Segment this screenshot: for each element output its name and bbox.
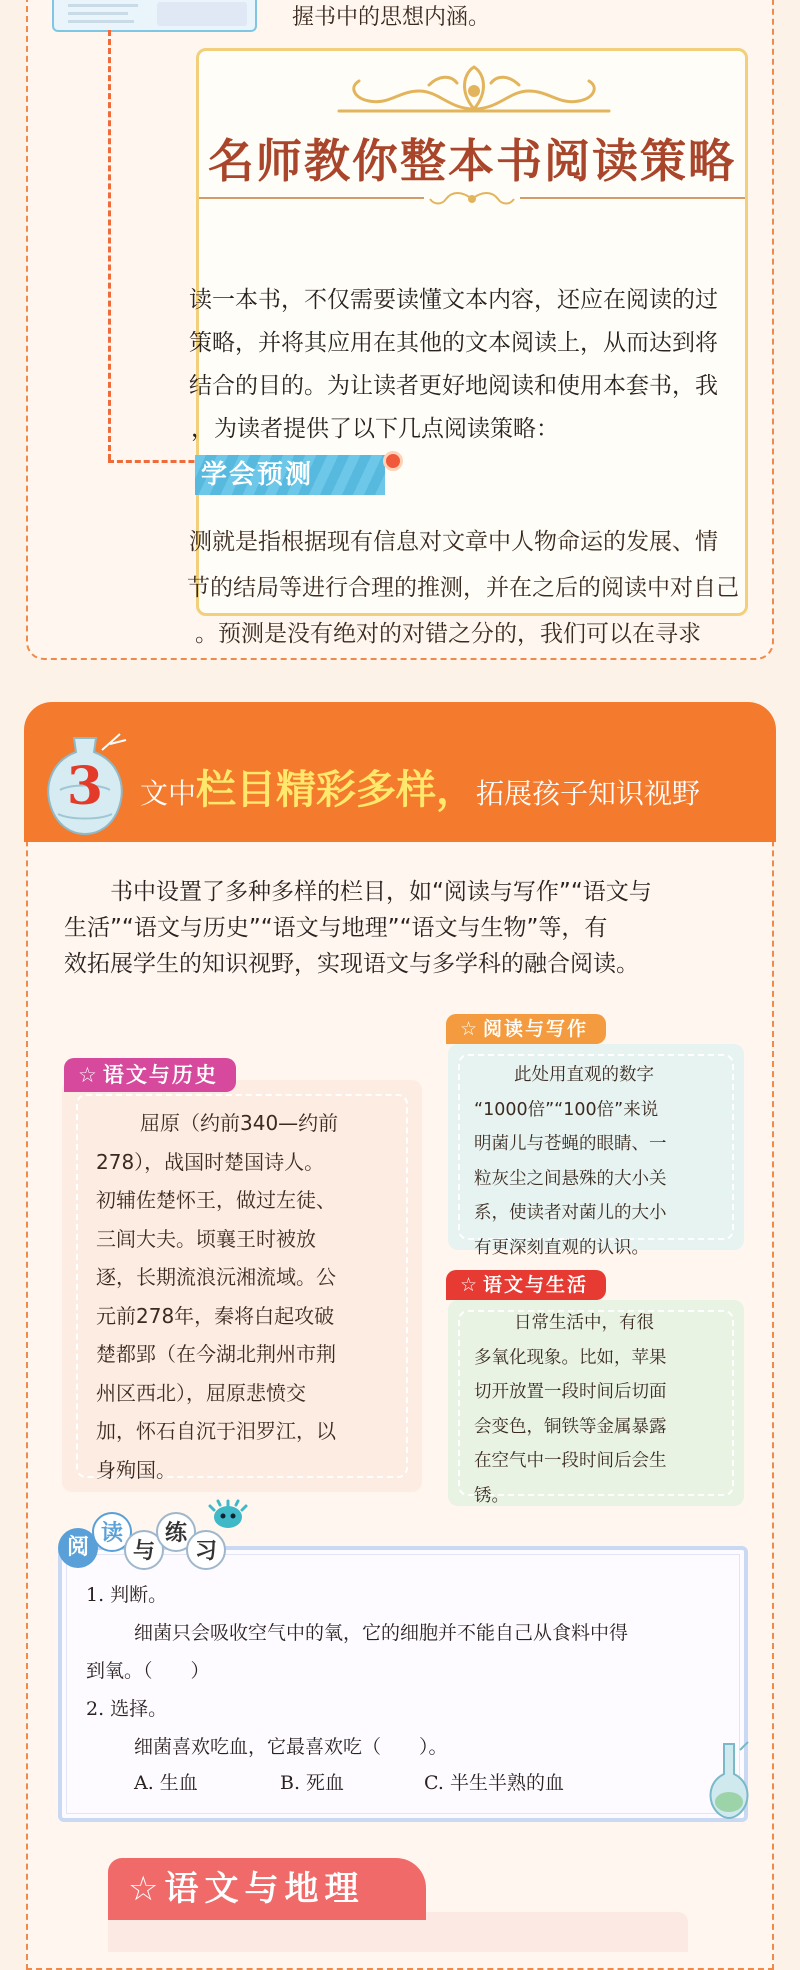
ornament-icon [424,187,520,211]
practice-badge-char: 读 [92,1512,132,1552]
practice-option-c: C. 半生半熟的血 [424,1772,564,1794]
practice-badge-char: 练 [156,1512,196,1552]
life-text: 日常生活中，有很 多氧化现象。比如，苹果 切开放置一段时间后切面 会变色，铜铁等金属暴露 在空气中一段时间后会生 锈。 [474,1313,667,1506]
ornament-icon [329,61,619,117]
germ-icon [208,1500,248,1532]
life-tag: ☆ 语文与生活 [446,1270,606,1300]
practice-badge-char: 与 [124,1530,164,1570]
flask-icon [706,1740,752,1820]
reading-tag: ☆ 阅读与写作 [446,1014,606,1044]
history-tag: ☆ 语文与历史 [64,1058,236,1092]
practice-q2-label: 2. 选择。 [86,1698,168,1720]
predict-subheading: 学会预测 [201,460,314,490]
practice-q1-text: 细菌只会吸收空气中的氧，它的细胞并不能自己从食料中得 [134,1622,629,1644]
book-page-thumbnail [52,0,257,32]
reading-text: 此处用直观的数字 “1000倍”“100倍”来说 明菌儿与苍蝇的眼睛、一 粒灰尘之间悬殊的大小关 系，使读者对菌儿的大小 有更深刻直观的认识。 [474,1065,667,1258]
top-text-fragment: 握书中的思想内涵。 [292,5,491,30]
leader-dot [383,451,403,471]
strategy-paragraph: 读一本书，不仅需要读懂文本内容，还应在阅读的过 策略，并将其应用在其他的文本阅读上，从而达到将 结合的目的。为让读者更好地阅读和使用本套书，我 ，为读者提供了以下几点阅读策略： [189,287,718,442]
practice-q1-text: 到氧。（ ） [86,1660,210,1682]
section3-intro: 书中设置了多种多样的栏目，如“阅读与写作”“语文与 生活”“语文与历史”“语文与地理”“语文与生物”等，有 效拓展学生的知识视野，实现语文与多学科的融合阅读。 [64,879,652,977]
strategy-card [187,48,748,647]
section-number: 3 [66,756,104,817]
star-icon: ☆ [78,1063,99,1087]
practice-option-b: B. 死血 [280,1772,345,1794]
practice-badge-char: 习 [186,1530,226,1570]
practice-option-a: A. 生血 [134,1772,198,1794]
practice-q2-text: 细菌喜欢吃血，它最喜欢吃（ ）。 [134,1736,448,1758]
history-text: 屈原（约前340—约前 278），战国时楚国诗人。 初辅佐楚怀王，做过左徒、 三闾大夫。顷襄王时被放 逐，长期流浪沅湘流域。公 元前278年，秦将白起攻破 楚都郢（在今湖北荆州市荆 州区西北），屈原悲愤交 加，怀石自沉于汨罗江，以 身殉国。 [96,1111,339,1482]
predict-paragraph: 测就是指根据现有信息对文章中人物命运的发展、情 节的结局等进行合理的推测，并在之后的阅读中对自己 。预测是没有绝对的对错之分的，我们可以在寻求 [187,529,739,647]
header-wave [24,836,776,846]
practice-badge-char: 阅 [58,1528,98,1568]
geography-tag: ☆语文与地理 [108,1858,426,1920]
leader-line-vertical [108,30,111,460]
star-icon: ☆ [460,1018,480,1040]
strategy-title: 名师教你整本书阅读策略 [208,134,736,188]
star-icon: ☆ [460,1274,480,1296]
star-icon: ☆ [128,1869,165,1909]
practice-q1-label: 1. 判断。 [86,1584,168,1606]
section3-title: 文中栏目精彩多样，拓展孩子知识视野 [140,767,701,813]
